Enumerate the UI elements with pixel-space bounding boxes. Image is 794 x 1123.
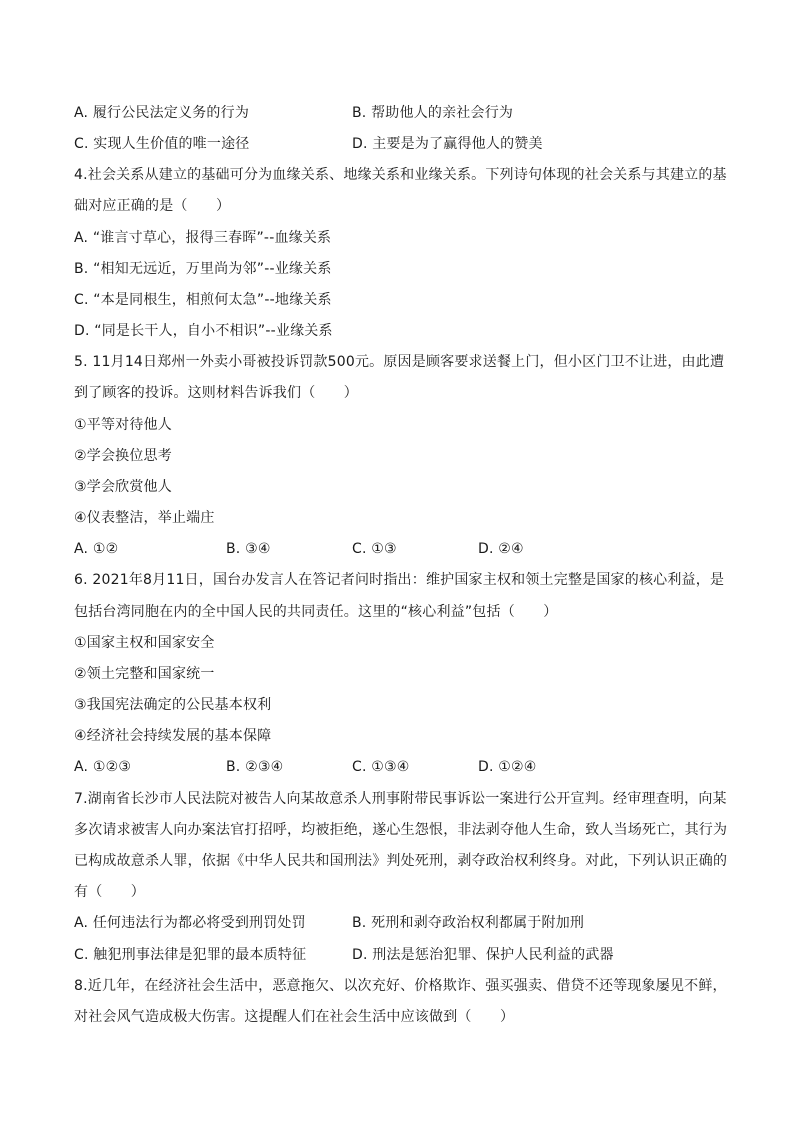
q3-option-d: D. 主要是为了赢得他人的赞美 [352, 136, 543, 152]
q8-stem-line-2: 对社会风气造成极大伤害。这提醒人们在社会生活中应该做到（ ） [74, 1009, 515, 1025]
q5-option-a: A. ①② [74, 541, 119, 557]
q6-stem-line-1: 6. 2021年8月11日，国台办发言人在答记者问时指出：维护国家主权和领土完整是国家的核心利益，是 [74, 572, 725, 588]
q6-option-b: B. ②③④ [226, 759, 284, 775]
q3-option-a: A. 履行公民法定义务的行为 [74, 105, 250, 121]
q8-stem-line-1: 8.近几年，在经济社会生活中，恶意拖欠、以次充好、价格欺诈、强买强卖、借贷不还等现象屡见不鲜， [74, 978, 727, 994]
q5-stem-line-1: 5. 11月14日郑州一外卖小哥被投诉罚款500元。原因是顾客要求送餐上门，但小区门卫不让进，由此遭 [74, 354, 725, 370]
q4-option-a: A. “谁言寸草心，报得三春晖”--血缘关系 [74, 230, 332, 246]
q6-item-1: ①国家主权和国家安全 [74, 635, 215, 651]
q7-stem-line-2: 多次请求被害人向办案法官打招呼，均被拒绝，遂心生怨恨，非法剥夺他人生命，致人当场死亡，其行为 [74, 822, 728, 838]
q5-option-c: C. ①③ [352, 541, 397, 557]
q6-item-2: ②领土完整和国家统一 [74, 666, 215, 682]
q5-item-2: ②学会换位思考 [74, 448, 172, 464]
q6-option-d: D. ①②④ [478, 759, 537, 775]
q3-option-b: B. 帮助他人的亲社会行为 [352, 105, 514, 121]
q7-stem-line-1: 7.湖南省长沙市人民法院对被告人向某故意杀人刑事附带民事诉讼一案进行公开宣判。经审理查明，向某 [74, 791, 727, 807]
q7-option-a: A. 任何违法行为都必将受到刑罚处罚 [74, 915, 306, 931]
q5-option-b: B. ③④ [226, 541, 271, 557]
q3-option-c: C. 实现人生价值的唯一途径 [74, 136, 250, 152]
q5-item-4: ④仪表整洁，举止端庄 [74, 510, 215, 526]
q7-option-b: B. 死刑和剥夺政治权利都属于附加刑 [352, 915, 585, 931]
q4-option-b: B. “相知无远近，万里尚为邻”--业缘关系 [74, 261, 332, 277]
q7-stem-line-4: 有（ ） [74, 884, 145, 900]
q5-item-3: ③学会欣赏他人 [74, 479, 172, 495]
q7-option-d: D. 刑法是惩治犯罪、保护人民利益的武器 [352, 947, 614, 963]
q6-option-a: A. ①②③ [74, 759, 132, 775]
q6-item-4: ④经济社会持续发展的基本保障 [74, 728, 272, 744]
q7-option-c: C. 触犯刑事法律是犯罪的最本质特征 [74, 947, 307, 963]
q4-stem-line-2: 础对应正确的是（ ） [74, 198, 231, 214]
q4-option-d: D. “同是长干人，自小不相识”--业缘关系 [74, 323, 333, 339]
q4-stem-line-1: 4.社会关系从建立的基础可分为血缘关系、地缘关系和业缘关系。下列诗句体现的社会关系与其建立的基 [74, 167, 727, 183]
q6-item-3: ③我国宪法确定的公民基本权利 [74, 697, 272, 713]
q5-stem-line-2: 到了顾客的投诉。这则材料告诉我们（ ） [74, 385, 358, 401]
q4-option-c: C. “本是同根生，相煎何太急”--地缘关系 [74, 292, 332, 308]
q6-option-c: C. ①③④ [352, 759, 410, 775]
q6-stem-line-2: 包括台湾同胞在内的全中国人民的共同责任。这里的“核心利益”包括（ ） [74, 604, 558, 620]
q7-stem-line-3: 已构成故意杀人罪，依据《中华人民共和国刑法》判处死刑，剥夺政治权利终身。对此，下列认识正确的 [74, 853, 728, 869]
q5-item-1: ①平等对待他人 [74, 417, 172, 433]
q5-option-d: D. ②④ [478, 541, 524, 557]
